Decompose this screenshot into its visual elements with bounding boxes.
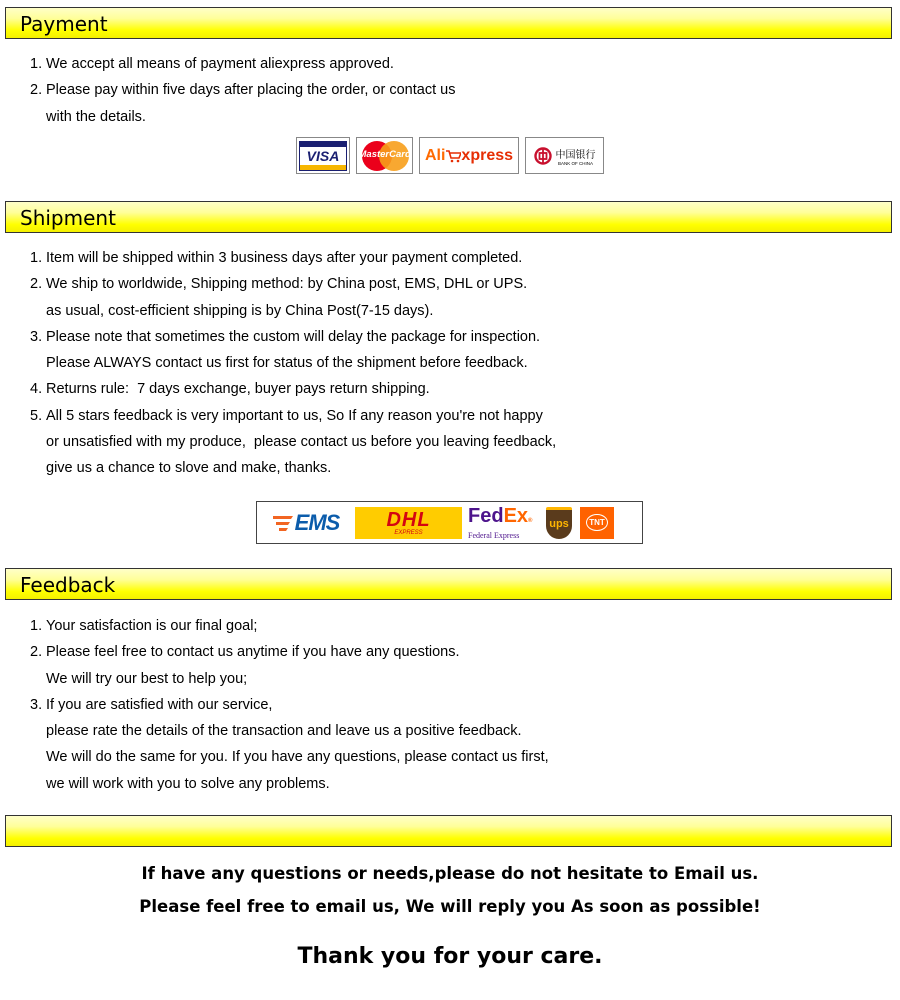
boc-emblem-icon <box>534 147 552 165</box>
list-item: 1. Item will be shipped within 3 business days after your payment completed. <box>30 250 523 266</box>
list-item-continuation: please rate the details of the transaction and leave us a positive feedback. <box>46 723 522 740</box>
list-item-continuation: with the details. <box>46 108 146 125</box>
list-item-continuation: as usual, cost-efficient shipping is by China Post(7-15 days). <box>46 302 434 319</box>
payment-list <box>30 51 455 130</box>
shipping-logos <box>256 501 643 544</box>
list-item: 1. Your satisfaction is our final goal; <box>30 618 258 634</box>
list-item: 2. Please feel free to contact us anytime if you have any questions. <box>30 644 460 661</box>
fedex-logo: FedEx® Federal Express <box>468 504 533 540</box>
feedback-header-bar <box>5 568 892 600</box>
dhl-logo: DHL EXPRESS <box>355 507 462 539</box>
tnt-logo: TNT <box>580 507 614 539</box>
aliexpress-logo: Ali xpress <box>419 137 519 174</box>
list-item: 5. All 5 stars feedback is very important to us, So If any reason you're not happy <box>30 407 543 424</box>
list-item: 3. Please note that sometimes the custom will delay the package for inspection. <box>30 328 541 345</box>
list-item-continuation: Please ALWAYS contact us first for status of the shipment before feedback. <box>46 355 528 372</box>
list-item: 4. Returns rule: 7 days exchange, buyer pays return shipping. <box>30 381 430 398</box>
payment-logos <box>296 137 604 174</box>
bank-of-china-logo: 中国银行 BANK OF CHINA <box>525 137 604 174</box>
ems-wing-icon <box>273 513 295 533</box>
feedback-title: Feedback <box>20 573 116 597</box>
shipment-list <box>30 245 556 482</box>
thank-you-text: Thank you for your care. <box>297 944 603 969</box>
visa-logo: VISA <box>296 137 350 174</box>
list-item: 1. We accept all means of payment aliexpress approved. <box>30 56 394 72</box>
mastercard-logo: MasterCard <box>356 137 413 174</box>
list-item: 2. Please pay within five days after placing the order, or contact us <box>30 82 456 99</box>
payment-header-bar <box>5 7 892 39</box>
shipment-header-bar <box>5 201 892 233</box>
list-item-continuation: We will try our best to help you; <box>46 670 248 687</box>
footer-line-2: Please feel free to email us, We will reply you As soon as possible! <box>139 897 761 916</box>
ups-logo: ups <box>544 506 574 540</box>
list-item-continuation: give us a chance to slove and make, thanks. <box>46 460 332 477</box>
list-item: 3. If you are satisfied with our service, <box>30 696 273 713</box>
list-item-continuation: we will work with you to solve any problems. <box>46 775 330 792</box>
payment-title: Payment <box>20 12 108 36</box>
divider-bar <box>5 815 892 847</box>
list-item-continuation: or unsatisfied with my produce, please contact us before you leaving feedback, <box>46 434 557 451</box>
cart-icon <box>445 149 461 163</box>
list-item: 2. We ship to worldwide, Shipping method: by China post, EMS, DHL or UPS. <box>30 276 528 293</box>
ems-logo: EMS <box>263 507 349 539</box>
feedback-list <box>30 613 549 797</box>
shipment-title: Shipment <box>20 206 116 230</box>
footer-line-1: If have any questions or needs,please do not hesitate to Email us. <box>141 864 759 883</box>
list-item-continuation: We will do the same for you. If you have any questions, please contact us first, <box>46 749 549 766</box>
